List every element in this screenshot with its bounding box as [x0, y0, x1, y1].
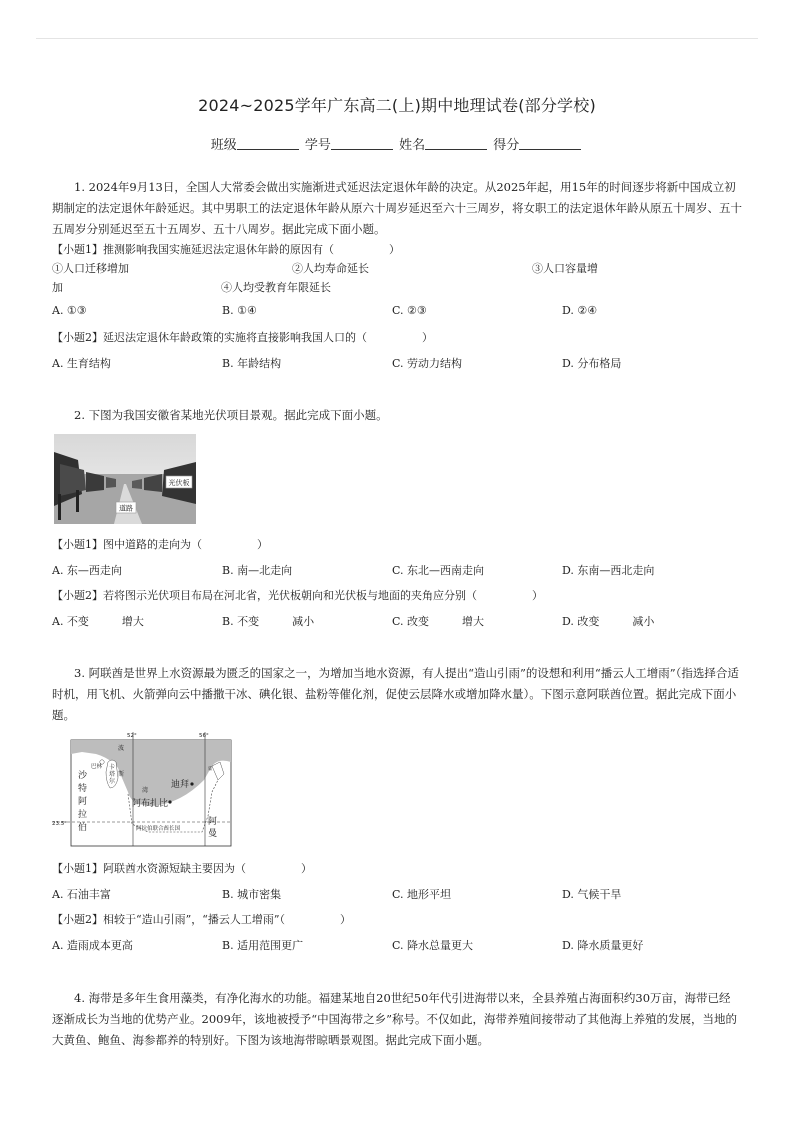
q1-sub2: 【小题2】延迟法定退休年龄政策的实施将直接影响我国人口的（ ） [52, 331, 433, 344]
page-title: 2024~2025学年广东高二(上)期中地理试卷(部分学校) [198, 96, 596, 115]
q2-stem: 2. 下图为我国安徽省某地光伏项目景观。据此完成下面小题。 [74, 408, 388, 422]
q1-item-3: ③人口容量增 [532, 262, 598, 275]
q3-sub1-option-a[interactable]: A. 石油丰富 [52, 888, 111, 901]
uae-location-map [52, 732, 234, 848]
q2-sub1-option-d[interactable]: D. 东南—西北走向 [562, 564, 655, 577]
q1-item-3-cont: 加 [52, 281, 63, 294]
q1-stem: 1. 2024年9月13日，全国人大常委会做出实施渐进式延迟法定退休年龄的决定。从2025年起，用15年的时间逐步将新中国成立初期制定的法定退休年龄延迟。其中男职工的法定退休年龄从原六十周岁延迟至六十三周岁，将女职工的法定退休年龄从原五十周岁、五十五周岁分别延迟至五十五周岁、五十八周岁。据此完成下面小题。 [52, 180, 742, 236]
q3-sub2: 【小题2】相较于“造山引雨”，“播云人工增雨”（ ） [52, 913, 351, 926]
map-label-gulf-3: 湾 [142, 787, 149, 794]
id-blank[interactable] [331, 137, 393, 150]
q1-sub2-option-b[interactable]: B. 年龄结构 [222, 357, 282, 370]
q1-sub1: 【小题1】推测影响我国实施延迟法定退休年龄的原因有（ ） [52, 243, 400, 256]
q1-item-4: ④人均受教育年限延长 [221, 281, 331, 294]
q3-sub2-option-c[interactable]: C. 降水总量更大 [392, 939, 474, 952]
map-label-saudi-3: 阿 [78, 797, 88, 807]
map-label-saudi-5: 伯 [78, 823, 88, 833]
q2-sub2-option-c[interactable]: C. 改变 增大 [392, 615, 485, 628]
q1-sub1-option-a[interactable]: A. ①③ [52, 304, 87, 317]
id-label: 学号 [304, 138, 331, 153]
q1-item-2: ②人均寿命延长 [292, 262, 369, 275]
q2-sub2-option-b[interactable]: B. 不变 减小 [222, 615, 315, 628]
map-label-saudi-2: 特 [78, 784, 88, 794]
map-label-qatar-1: 卡 [109, 764, 116, 771]
q2-sub2: 【小题2】若将图示光伏项目布局在河北省，光伏板朝向和光伏板与地面的夹角应分别（ ） [52, 589, 543, 602]
header-rule [36, 38, 758, 39]
q3-sub2-option-b[interactable]: B. 适用范围更广 [222, 939, 304, 952]
map-lon-52: 52° [127, 733, 137, 739]
photo-label-panel: 光伏板 [168, 479, 190, 487]
q2-sub1-option-c[interactable]: C. 东北—西南走向 [392, 564, 485, 577]
q2-sub1-option-a[interactable]: A. 东—西走向 [52, 564, 122, 577]
q3-sub1-option-d[interactable]: D. 气候干旱 [562, 888, 622, 901]
map-label-abudhabi: 阿布扎比 [132, 799, 169, 809]
q3-sub2-option-d[interactable]: D. 降水质量更好 [562, 939, 644, 952]
q2-sub2-option-d[interactable]: D. 改变 减小 [562, 615, 655, 628]
map-label-hormuz: 霍 [208, 767, 213, 772]
solar-farm-photo [54, 434, 196, 524]
q2-sub1-option-b[interactable]: B. 南—北走向 [222, 564, 293, 577]
q3-sub1-option-c[interactable]: C. 地形平坦 [392, 888, 452, 901]
class-label: 班级 [210, 138, 237, 153]
q3-stem: 3. 阿联酋是世界上水资源最为匮乏的国家之一，为增加当地水资源，有人提出“造山引雨”的设想和利用“播云人工增雨”（指选择合适时机，用飞机、火箭弹向云中播撒干冰、碘化银、盐粉等催化剂，促使云层降水或增加降水量）。下图示意阿联酋位置。据此完成下面小题。 [52, 666, 739, 722]
map-label-qatar-2: 塔 [109, 771, 116, 778]
q4-stem: 4. 海带是多年生食用藻类，有净化海水的功能。福建某地自20世纪50年代引进海带以来，全县养殖占海面积约30万亩，海带已经逐渐成长为当地的优势产业。2009年，该地被授予“中国海带之乡”称号。不仅如此，海带养殖间接带动了其他海上养殖的发展，当地的大黄鱼、鲍鱼、海参都养的特别好。下图为该地海带晾晒景观图。据此完成下面小题。 [52, 991, 738, 1047]
student-info-row [0, 134, 794, 153]
map-label-oman-1: 阿 [208, 817, 218, 827]
map-label-saudi-1: 沙 [78, 771, 88, 781]
map-lat-label: 23.5° [52, 821, 67, 827]
map-label-saudi-4: 拉 [78, 810, 88, 820]
q1-sub2-option-d[interactable]: D. 分布格局 [562, 357, 622, 370]
q1-item-1: ①人口迁移增加 [52, 262, 129, 275]
map-lon-56: 56° [199, 733, 209, 739]
name-blank[interactable] [425, 137, 487, 150]
class-blank[interactable] [237, 137, 299, 150]
q1-sub1-option-b[interactable]: B. ①④ [222, 304, 257, 317]
q1-sub1-option-d[interactable]: D. ②④ [562, 304, 598, 317]
q3-sub2-option-a[interactable]: A. 造雨成本更高 [52, 939, 133, 952]
q1-sub2-option-a[interactable]: A. 生育结构 [52, 357, 111, 370]
map-label-bahrain: 巴林 [91, 764, 103, 770]
map-label-gulf-2: 斯 [118, 771, 125, 778]
score-blank[interactable] [519, 137, 581, 150]
q2-sub2-option-a[interactable]: A. 不变 增大 [52, 615, 144, 628]
photo-label-road: 道路 [119, 504, 133, 513]
map-label-qatar-3: 尔 [109, 778, 116, 785]
map-label-gulf-1: 波 [118, 745, 125, 752]
map-label-dubai: 迪拜 [171, 780, 190, 790]
q2-sub1: 【小题1】图中道路的走向为（ ） [52, 538, 268, 551]
map-label-oman-2: 曼 [208, 829, 218, 839]
name-label: 姓名 [399, 138, 426, 153]
q3-sub1: 【小题1】阿联酋水资源短缺主要因为（ ） [52, 862, 312, 875]
q3-sub1-option-b[interactable]: B. 城市密集 [222, 888, 282, 901]
q1-sub1-option-c[interactable]: C. ②③ [392, 304, 427, 317]
map-label-uae: 阿拉伯联合酋长国 [136, 826, 181, 832]
score-label: 得分 [493, 138, 520, 153]
q1-sub2-option-c[interactable]: C. 劳动力结构 [392, 357, 463, 370]
